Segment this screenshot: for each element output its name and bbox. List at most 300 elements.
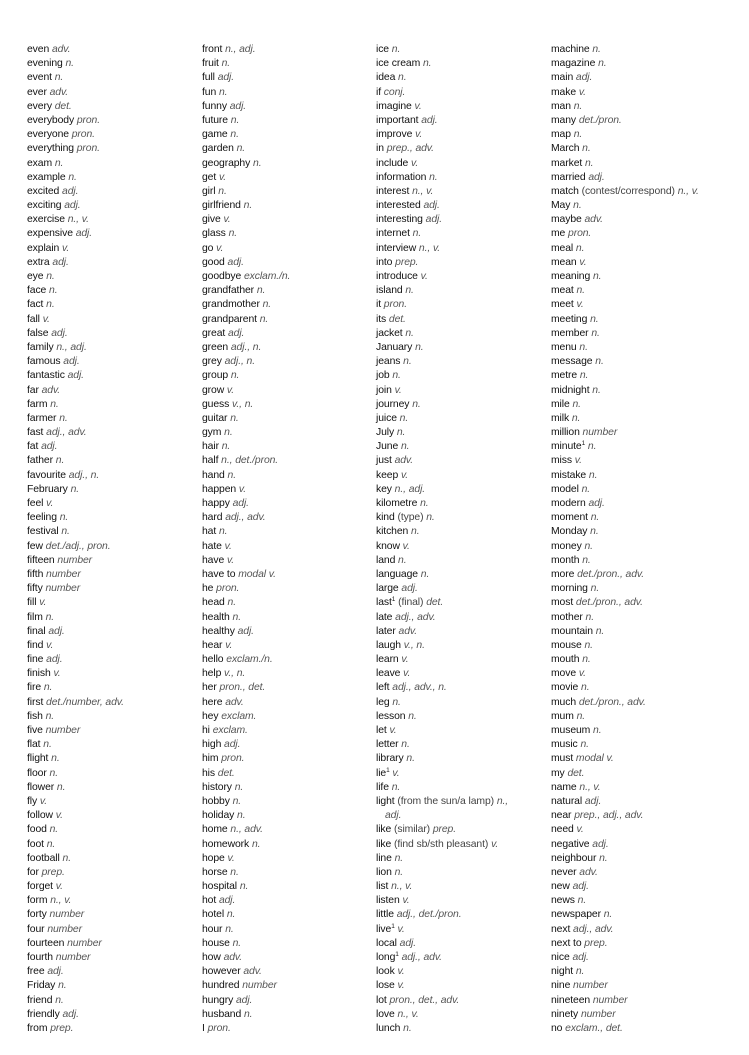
part-of-speech: adj. bbox=[572, 952, 589, 963]
part-of-speech: number bbox=[573, 980, 608, 992]
headword: feeling bbox=[27, 512, 57, 524]
headword: mum bbox=[551, 710, 574, 722]
part-of-speech: number bbox=[45, 583, 81, 595]
word-entry bbox=[27, 582, 192, 596]
headword: long bbox=[376, 952, 396, 963]
headword: hotel bbox=[202, 909, 225, 921]
word-entry bbox=[202, 100, 367, 114]
headword: interesting bbox=[376, 214, 423, 226]
headword: guess bbox=[202, 398, 230, 410]
headword: fifty bbox=[27, 583, 43, 595]
word-entry bbox=[27, 738, 192, 752]
headword: line bbox=[376, 852, 392, 864]
word-entry bbox=[551, 965, 746, 979]
part-of-speech: n. bbox=[426, 512, 435, 524]
word-entry bbox=[202, 398, 367, 412]
part-of-speech: n. bbox=[590, 583, 600, 595]
word-entry bbox=[551, 681, 746, 695]
word-entry bbox=[27, 639, 192, 653]
headword: get bbox=[202, 171, 217, 183]
part-of-speech: number bbox=[242, 980, 277, 992]
part-of-speech: n., adj. bbox=[56, 341, 87, 353]
headword: move bbox=[551, 668, 577, 680]
headword: model bbox=[551, 483, 579, 495]
headword: girl bbox=[202, 185, 216, 197]
headword: feel bbox=[27, 498, 44, 509]
headword: make bbox=[551, 86, 577, 98]
headword: hate bbox=[202, 540, 222, 552]
headword: little bbox=[376, 909, 394, 921]
part-of-speech: n. bbox=[415, 341, 424, 353]
word-entry bbox=[376, 199, 546, 213]
headword: food bbox=[27, 824, 47, 836]
headword: grandfather bbox=[202, 285, 255, 297]
part-of-speech: n. bbox=[59, 412, 68, 424]
part-of-speech: adv. bbox=[584, 214, 603, 226]
word-entry bbox=[27, 809, 192, 823]
headword: fun bbox=[202, 86, 217, 98]
word-entry bbox=[376, 497, 546, 511]
word-entry bbox=[376, 540, 546, 554]
part-of-speech: n. bbox=[391, 781, 401, 793]
part-of-speech: n., det./pron. bbox=[221, 455, 279, 467]
part-of-speech: n. bbox=[237, 810, 246, 822]
word-entry bbox=[27, 767, 192, 781]
part-of-speech: n. bbox=[230, 370, 240, 382]
word-entry bbox=[27, 852, 192, 866]
headword: football bbox=[27, 852, 60, 864]
word-entry bbox=[27, 979, 192, 993]
word-entry bbox=[202, 242, 367, 256]
word-entry bbox=[27, 596, 192, 610]
part-of-speech: adj., adv. bbox=[46, 427, 87, 439]
word-entry bbox=[551, 256, 746, 270]
headword: near bbox=[551, 810, 572, 822]
headword: head bbox=[202, 597, 225, 609]
headword: here bbox=[202, 696, 223, 708]
word-entry bbox=[202, 880, 367, 894]
word-entry bbox=[202, 142, 367, 156]
word-entry bbox=[376, 1008, 546, 1022]
word-entry bbox=[27, 142, 192, 156]
part-of-speech: v. bbox=[227, 852, 235, 864]
headword: fat bbox=[27, 441, 39, 453]
word-entry bbox=[202, 355, 367, 369]
word-entry bbox=[202, 454, 367, 468]
headword: finish bbox=[27, 668, 51, 680]
word-entry bbox=[376, 908, 546, 922]
part-of-speech: pron. bbox=[76, 114, 101, 126]
headword: fish bbox=[27, 710, 43, 722]
word-entry bbox=[202, 554, 367, 568]
word-entry bbox=[27, 213, 192, 227]
word-entry bbox=[376, 681, 546, 695]
word-entry bbox=[376, 454, 546, 468]
part-of-speech: v. bbox=[579, 256, 587, 268]
part-of-speech: n. bbox=[62, 852, 71, 864]
part-of-speech: n. bbox=[403, 1022, 412, 1034]
word-entry bbox=[376, 284, 546, 298]
part-of-speech: n. bbox=[592, 44, 601, 55]
word-entry bbox=[27, 866, 192, 880]
word-entry bbox=[27, 568, 192, 582]
part-of-speech: n. bbox=[408, 710, 417, 722]
word-entry bbox=[376, 227, 546, 241]
headword: great bbox=[202, 327, 226, 339]
headword: million bbox=[551, 427, 580, 439]
headword: fire bbox=[27, 682, 42, 694]
part-of-speech: n. bbox=[398, 72, 407, 84]
word-entry bbox=[27, 1008, 192, 1022]
word-entry bbox=[202, 994, 367, 1008]
word-entry bbox=[376, 483, 546, 497]
headword: listen bbox=[376, 895, 400, 907]
word-entry bbox=[551, 313, 746, 327]
word-entry bbox=[202, 227, 367, 241]
word-entry bbox=[376, 298, 546, 312]
headword: kind bbox=[376, 512, 395, 524]
word-entry bbox=[376, 979, 546, 993]
part-of-speech: adj. bbox=[584, 795, 602, 807]
part-of-speech: pron. bbox=[76, 143, 100, 155]
word-entry bbox=[202, 866, 367, 880]
part-of-speech: n. bbox=[398, 554, 407, 566]
word-entry bbox=[202, 568, 367, 582]
word-entry bbox=[27, 483, 192, 497]
headword: few bbox=[27, 540, 43, 552]
word-entry bbox=[551, 100, 746, 114]
headword: midnight bbox=[551, 384, 590, 396]
headword: flight bbox=[27, 753, 49, 765]
headword: minute bbox=[551, 441, 582, 453]
part-of-speech: n. bbox=[224, 427, 233, 439]
word-entry bbox=[551, 86, 746, 100]
headword: group bbox=[202, 370, 229, 382]
word-column-1 bbox=[27, 43, 192, 1036]
word-entry bbox=[27, 341, 192, 355]
part-of-speech: conj. bbox=[383, 86, 406, 98]
headword: imagine bbox=[376, 100, 412, 112]
headword: newspaper bbox=[551, 909, 601, 921]
word-entry bbox=[376, 57, 546, 71]
headword: final bbox=[27, 625, 46, 637]
word-entry bbox=[202, 710, 367, 724]
word-entry bbox=[551, 639, 746, 653]
word-column-2 bbox=[202, 43, 367, 1036]
part-of-speech: n. bbox=[55, 455, 65, 467]
headword: have to bbox=[202, 568, 236, 580]
word-entry bbox=[376, 767, 546, 781]
headword: fifth bbox=[27, 568, 44, 580]
headword: grandparent bbox=[202, 313, 257, 325]
part-of-speech: modal v. bbox=[238, 568, 276, 580]
headword: music bbox=[551, 739, 578, 751]
part-of-speech: n. bbox=[54, 157, 64, 169]
word-entry bbox=[376, 596, 546, 610]
headword: find bbox=[27, 639, 44, 651]
headword: in bbox=[376, 143, 384, 155]
part-of-speech: pron. bbox=[221, 753, 245, 765]
headword: geography bbox=[202, 157, 251, 169]
headword: letter bbox=[376, 739, 399, 751]
headword: money bbox=[551, 540, 582, 552]
headword: favourite bbox=[27, 469, 66, 481]
part-of-speech: n. bbox=[256, 285, 266, 297]
word-entry bbox=[551, 1008, 746, 1022]
word-entry bbox=[551, 114, 746, 128]
part-of-speech: adj. bbox=[572, 881, 589, 893]
headword: last bbox=[376, 597, 392, 609]
headword: meaning bbox=[551, 271, 591, 282]
part-of-speech: v. bbox=[42, 313, 50, 325]
word-entry bbox=[202, 852, 367, 866]
part-of-speech: n. bbox=[54, 72, 64, 84]
part-of-speech: n., bbox=[496, 795, 509, 807]
headword: journey bbox=[376, 398, 410, 410]
part-of-speech: adj. bbox=[41, 441, 58, 453]
headword: interview bbox=[376, 242, 417, 254]
part-of-speech: v. bbox=[53, 668, 61, 680]
word-entry bbox=[551, 838, 746, 852]
part-of-speech: v. bbox=[218, 171, 227, 183]
word-entry bbox=[27, 838, 192, 852]
part-of-speech: v. bbox=[578, 668, 586, 680]
headword: expensive bbox=[27, 228, 73, 240]
part-of-speech: adj. bbox=[421, 114, 438, 126]
part-of-speech: v. bbox=[392, 767, 400, 779]
word-entry bbox=[551, 128, 746, 142]
part-of-speech: n. bbox=[598, 58, 607, 70]
part-of-speech: n., v. bbox=[412, 185, 434, 197]
word-entry bbox=[551, 710, 746, 724]
word-entry bbox=[202, 894, 367, 908]
headword: never bbox=[551, 866, 577, 878]
homograph-number: 1 bbox=[386, 766, 390, 774]
word-entry bbox=[202, 752, 367, 766]
headword: home bbox=[202, 824, 228, 836]
word-entry bbox=[202, 369, 367, 383]
word-entry bbox=[202, 795, 367, 809]
word-entry bbox=[551, 795, 746, 809]
headword: interest bbox=[376, 185, 410, 197]
word-entry bbox=[202, 540, 367, 554]
word-entry bbox=[376, 838, 546, 852]
word-entry bbox=[551, 951, 746, 965]
word-entry bbox=[202, 483, 367, 497]
part-of-speech: v. bbox=[402, 895, 410, 907]
part-of-speech: n. bbox=[577, 895, 587, 907]
headword: everything bbox=[27, 143, 74, 155]
part-of-speech: adj. bbox=[64, 200, 81, 212]
word-entry bbox=[202, 1008, 367, 1022]
part-of-speech: n. bbox=[391, 44, 401, 55]
word-entry bbox=[27, 469, 192, 483]
part-of-speech: adj. bbox=[385, 810, 402, 822]
headword: everybody bbox=[27, 114, 75, 126]
part-of-speech: n. bbox=[50, 398, 59, 410]
word-entry bbox=[551, 71, 746, 85]
part-of-speech: n. bbox=[396, 427, 406, 439]
word-entry bbox=[376, 710, 546, 724]
headword: include bbox=[376, 157, 409, 169]
word-entry bbox=[376, 894, 546, 908]
word-entry bbox=[376, 71, 546, 85]
part-of-speech: adj. bbox=[232, 498, 249, 509]
part-of-speech: adj. bbox=[75, 228, 93, 240]
word-entry bbox=[202, 838, 367, 852]
word-entry bbox=[202, 313, 367, 327]
word-entry bbox=[202, 951, 367, 965]
part-of-speech: n., v. bbox=[677, 185, 699, 197]
part-of-speech: n. bbox=[221, 58, 231, 70]
word-entry bbox=[551, 923, 746, 937]
part-of-speech: n. bbox=[584, 639, 593, 651]
part-of-speech: v. bbox=[397, 923, 405, 935]
part-of-speech: n. bbox=[243, 200, 253, 212]
headword: go bbox=[202, 242, 214, 254]
part-of-speech: v. bbox=[578, 86, 586, 98]
headword: hat bbox=[202, 526, 217, 538]
headword: his bbox=[202, 767, 215, 779]
part-of-speech: v. bbox=[55, 881, 63, 893]
part-of-speech: n. bbox=[49, 824, 59, 836]
word-entry bbox=[27, 398, 192, 412]
headword: fantastic bbox=[27, 370, 65, 382]
headword: jacket bbox=[376, 327, 403, 339]
word-entry bbox=[202, 469, 367, 483]
word-entry bbox=[551, 341, 746, 355]
headword: fill bbox=[27, 597, 37, 609]
word-entry bbox=[27, 157, 192, 171]
headword: hello bbox=[202, 654, 224, 666]
headword: famous bbox=[27, 356, 61, 368]
word-entry bbox=[376, 171, 546, 185]
word-entry bbox=[376, 965, 546, 979]
headword: fine bbox=[27, 654, 44, 666]
part-of-speech: n. bbox=[243, 1008, 253, 1020]
part-of-speech: n. bbox=[55, 994, 64, 1006]
headword: month bbox=[551, 554, 580, 566]
part-of-speech: det. bbox=[567, 767, 585, 779]
word-entry bbox=[202, 596, 367, 610]
headword: future bbox=[202, 114, 228, 126]
headword: father bbox=[27, 455, 53, 467]
word-entry bbox=[202, 213, 367, 227]
headword: juice bbox=[376, 412, 397, 424]
part-of-speech: n. bbox=[46, 838, 56, 850]
part-of-speech: adj. bbox=[51, 327, 68, 339]
word-entry bbox=[376, 369, 546, 383]
part-of-speech: n. bbox=[251, 838, 261, 850]
part-of-speech: adj. bbox=[425, 214, 442, 226]
headword: gym bbox=[202, 427, 222, 439]
part-of-speech: n. bbox=[590, 512, 600, 524]
headword: husband bbox=[202, 1008, 242, 1020]
headword: natural bbox=[551, 795, 583, 807]
word-entry bbox=[202, 823, 367, 837]
part-of-speech: n. bbox=[218, 526, 228, 538]
headword: full bbox=[202, 72, 215, 84]
sense-note: (find sb/sth pleasant) bbox=[394, 838, 489, 850]
headword: mountain bbox=[551, 625, 593, 637]
part-of-speech: n., v. bbox=[391, 881, 413, 893]
homograph-number: 1 bbox=[395, 951, 399, 958]
headword: no bbox=[551, 1022, 563, 1034]
headword: nice bbox=[551, 952, 570, 963]
word-entry bbox=[27, 795, 192, 809]
part-of-speech: adj. bbox=[227, 256, 244, 268]
headword: if bbox=[376, 86, 381, 98]
headword: film bbox=[27, 611, 43, 623]
word-entry bbox=[551, 454, 746, 468]
part-of-speech: exclam. bbox=[221, 710, 257, 722]
headword: lesson bbox=[376, 710, 406, 722]
word-entry bbox=[376, 880, 546, 894]
part-of-speech: det. bbox=[388, 313, 406, 325]
word-entry bbox=[376, 823, 546, 837]
headword: information bbox=[376, 171, 427, 183]
headword: large bbox=[376, 583, 399, 595]
word-entry bbox=[376, 128, 546, 142]
word-entry bbox=[551, 369, 746, 383]
part-of-speech: n. bbox=[575, 966, 585, 978]
word-entry bbox=[27, 199, 192, 213]
headword: follow bbox=[27, 810, 53, 822]
part-of-speech: prep., adv. bbox=[386, 143, 434, 155]
headword: negative bbox=[551, 838, 590, 850]
headword: fast bbox=[27, 427, 44, 439]
headword: foot bbox=[27, 838, 44, 850]
word-entry bbox=[376, 611, 546, 625]
headword: nine bbox=[551, 980, 571, 992]
word-entry bbox=[27, 781, 192, 795]
headword: Monday bbox=[551, 526, 588, 538]
word-entry bbox=[551, 852, 746, 866]
part-of-speech: number bbox=[55, 952, 91, 963]
word-entry bbox=[27, 625, 192, 639]
headword: every bbox=[27, 100, 52, 112]
headword: live bbox=[376, 923, 392, 935]
word-entry bbox=[27, 185, 192, 199]
part-of-speech: n. bbox=[576, 285, 585, 297]
headword: light bbox=[376, 795, 395, 807]
part-of-speech: n. bbox=[405, 285, 414, 297]
part-of-speech: number bbox=[46, 568, 81, 580]
part-of-speech: number bbox=[57, 554, 93, 566]
headword: hear bbox=[202, 639, 223, 651]
headword: five bbox=[27, 725, 43, 736]
part-of-speech: adj. bbox=[217, 72, 235, 84]
part-of-speech: n. bbox=[43, 739, 52, 751]
word-entry bbox=[202, 327, 367, 341]
part-of-speech: n. bbox=[253, 157, 262, 169]
headword: January bbox=[376, 341, 413, 353]
headword: miss bbox=[551, 455, 572, 467]
word-entry bbox=[551, 171, 746, 185]
part-of-speech: det./number, adv. bbox=[46, 696, 124, 708]
word-entry bbox=[202, 667, 367, 681]
headword: everyone bbox=[27, 129, 69, 141]
headword: hi bbox=[202, 725, 210, 736]
headword: false bbox=[27, 327, 49, 339]
word-entry bbox=[551, 270, 746, 284]
word-entry bbox=[551, 355, 746, 369]
word-entry bbox=[551, 611, 746, 625]
word-entry bbox=[551, 880, 746, 894]
part-of-speech: adj., n. bbox=[230, 341, 262, 353]
part-of-speech: adj. bbox=[575, 72, 593, 84]
word-entry bbox=[551, 823, 746, 837]
